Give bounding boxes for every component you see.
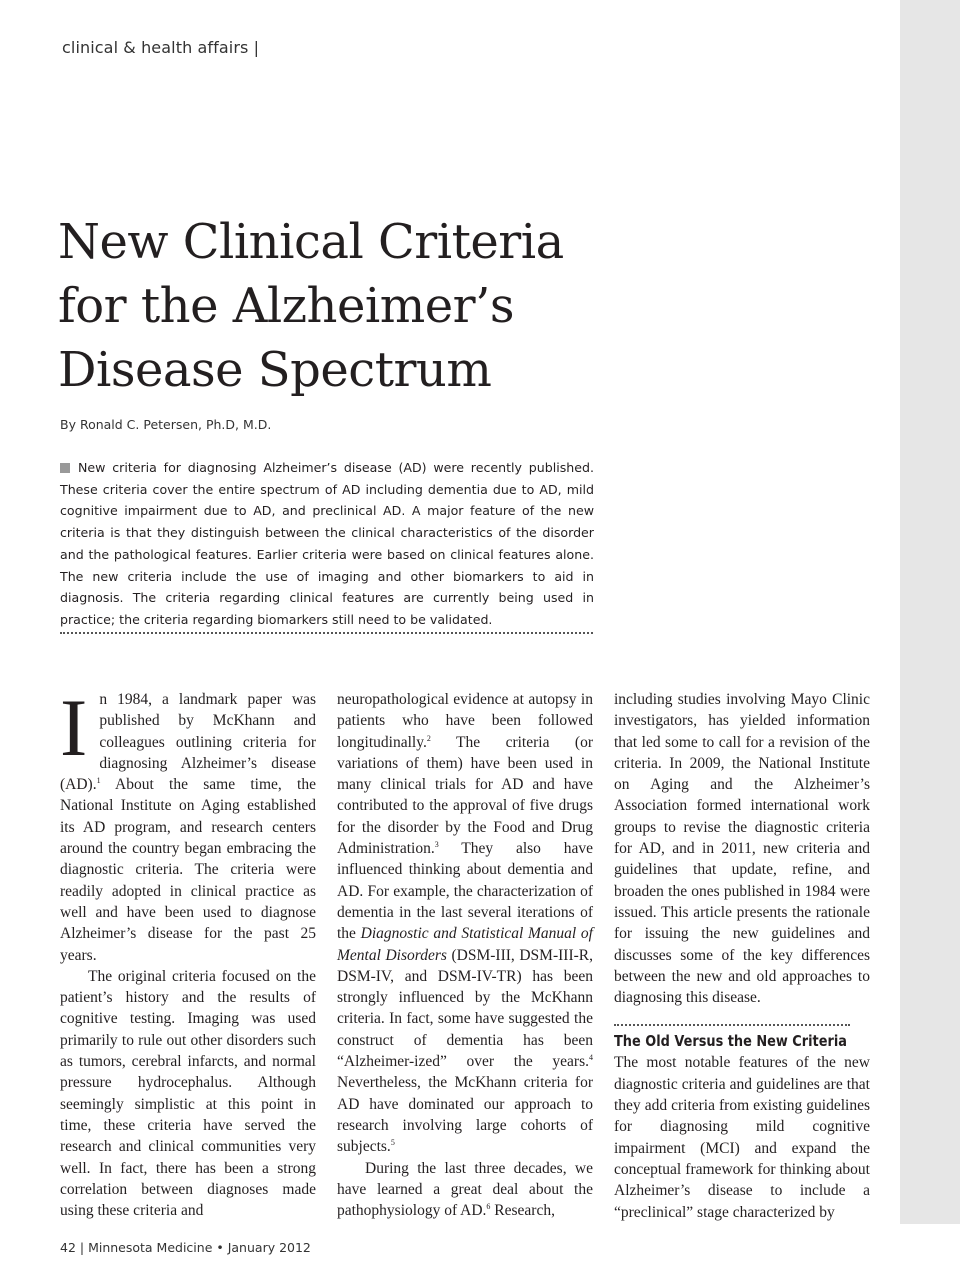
page-edge-bar <box>900 0 960 1224</box>
subhead-dotted-divider <box>614 1024 850 1026</box>
abstract <box>60 457 594 631</box>
paragraph-3 <box>337 1158 593 1222</box>
footnote-ref: 6 <box>486 1202 491 1212</box>
dotted-divider <box>60 632 593 634</box>
paragraph-2-text-a: The original criteria focused on the patient’s history and the results of cognitive testing. Imaging was used primarily to rule out other disorders such as tumors, cerebral infarcts, and normal pressure hydrocephalus. Although seemingly simplistic at this point in time, these criteria have served the research and clinical communities very well. In fact, there has been a strong correlation between diagnoses made using these criteria and <box>60 967 316 1220</box>
paragraph-1-text-a: n 1984, a landmark paper was published by McKhann and colleagues outlining criteria for diagnosing Alzheimer’s disease (AD). <box>60 691 316 794</box>
paragraph-1-text-b: About the same time, the National Institute on Aging established its AD program, and research centers around the country began embracing the diagnostic criteria. The criteria were readily adopted in clinical practice as well and have been used to diagnose Alzheimer’s disease for the past 25 years. <box>60 776 316 964</box>
paragraph-2-text-d: (DSM-III, DSM-III-R, DSM-IV, and DSM-IV-TR) has been strongly influenced by the McKhann criteria. In fact, some have suggested the construct of dementia has been “Alzheimer-ized” over the years. <box>337 946 593 1071</box>
section-subheading: The Old Versus the New Criteria <box>614 1032 847 1051</box>
paragraph-3-continued: including studies involving Mayo Clinic investigators, has yielded information that led some to call for a revision of the criteria. In 2009, the National Institute on Aging and the Alzheimer’s Association formed international work groups to revise the diagnostic criteria for AD, and in 2011, new criteria and guidelines that update, refine, and broaden the ones published in 1984 were issued. This article presents the rationale for issuing the new guidelines and discusses some of the key differences between the new and old approaches to diagnosing this disease. <box>614 691 870 1007</box>
paragraph-2 <box>60 966 316 1222</box>
italic-title: Diagnostic and Statistical Manual of Mental Disorders <box>337 925 593 964</box>
paragraph-3-text-a: During the last three decades, we have learned a great deal about the pathophysiology of AD. <box>337 1159 593 1220</box>
footnote-ref: 1 <box>96 776 101 786</box>
paragraph-3-text-b: Research, <box>490 1202 555 1220</box>
body-column-2 <box>337 689 593 1221</box>
square-bullet-icon <box>60 463 70 473</box>
paragraph-2-text-e: Nevertheless, the McKhann criteria for AD have dominated our approach to research involving large cohorts of subjects. <box>337 1074 593 1156</box>
paragraph-2-continued: neuropathological evidence at autopsy in patients who have been followed longitudinally.$^2$ The criteria (or variations of them) have been used in many clinical trials for AD and have contributed to the approval of five drugs for the disorder by the Food and Drug Administration.$^3$ They also have influenced thinking about dementia and AD. For example, the characterization of dementia in the last several iterations of the Diagnostic and Statistical Manual of Mental Disorders (DSM-III, DSM-III-R, DSM-IV, and DSM-IV-TR) has been strongly influenced by the McKhann criteria. In fact, some have suggested the construct of dementia has been “Alzheimer-ized” over the years.$^4$ Nevertheless, the McKhann criteria for AD have dominated our approach to research involving large cohorts of subjects.$^5$ <box>337 691 593 1156</box>
drop-cap: I <box>60 682 88 773</box>
abstract-text: New criteria for diagnosing Alzheimer’s disease (AD) were recently published. These criteria cover the entire spectrum of AD including dementia due to AD, mild cognitive impairment due to AD, and preclinical AD. A major feature of the new criteria is that they distinguish between the clinical characteristics of the disorder and the pathological features. Earlier criteria were based on clinical features alone. The new criteria include the use of imaging and other biomarkers to aid in diagnosis. The criteria regarding clinical features are currently being used in practice; the criteria regarding biomarkers still need to be validated. <box>60 460 594 627</box>
title-line-1: New Clinical Criteria <box>58 214 564 270</box>
title-line-2: for the Alzheimer’s <box>58 278 514 334</box>
footnote-ref: 3 <box>434 840 439 850</box>
paragraph-1 <box>60 682 316 966</box>
paragraph-2-text-b: The criteria (or variations of them) have been used in many clinical trials for AD and have contributed to the approval of five drugs for the disorder by the Food and Drug Administration. <box>337 733 593 858</box>
body-column-1 <box>60 682 316 1221</box>
body-column-3 <box>614 689 870 1223</box>
footnote-ref: 2 <box>426 733 431 743</box>
byline: By Ronald C. Petersen, Ph.D, M.D. <box>60 417 272 432</box>
page-footer: 42 | Minnesota Medicine • January 2012 <box>60 1240 311 1255</box>
paragraph-4: The most notable features of the new diagnostic criteria and guidelines are that they add criteria from existing guidelines for diagnosing mild cognitive impairment (MCI) and expand the conceptual framework for thinking about Alzheimer’s disease to include a “preclinical” stage characterized by <box>614 1054 870 1221</box>
section-label: clinical & health affairs | <box>62 38 260 57</box>
article-title <box>58 210 578 402</box>
footnote-ref: 4 <box>589 1053 593 1063</box>
title-line-3: Disease Spectrum <box>58 342 492 398</box>
paragraph-2-text-c: They also have influenced thinking about dementia and AD. For example, the characterization of dementia in the last several iterations of the <box>337 840 593 943</box>
footnote-ref: 5 <box>390 1138 395 1148</box>
